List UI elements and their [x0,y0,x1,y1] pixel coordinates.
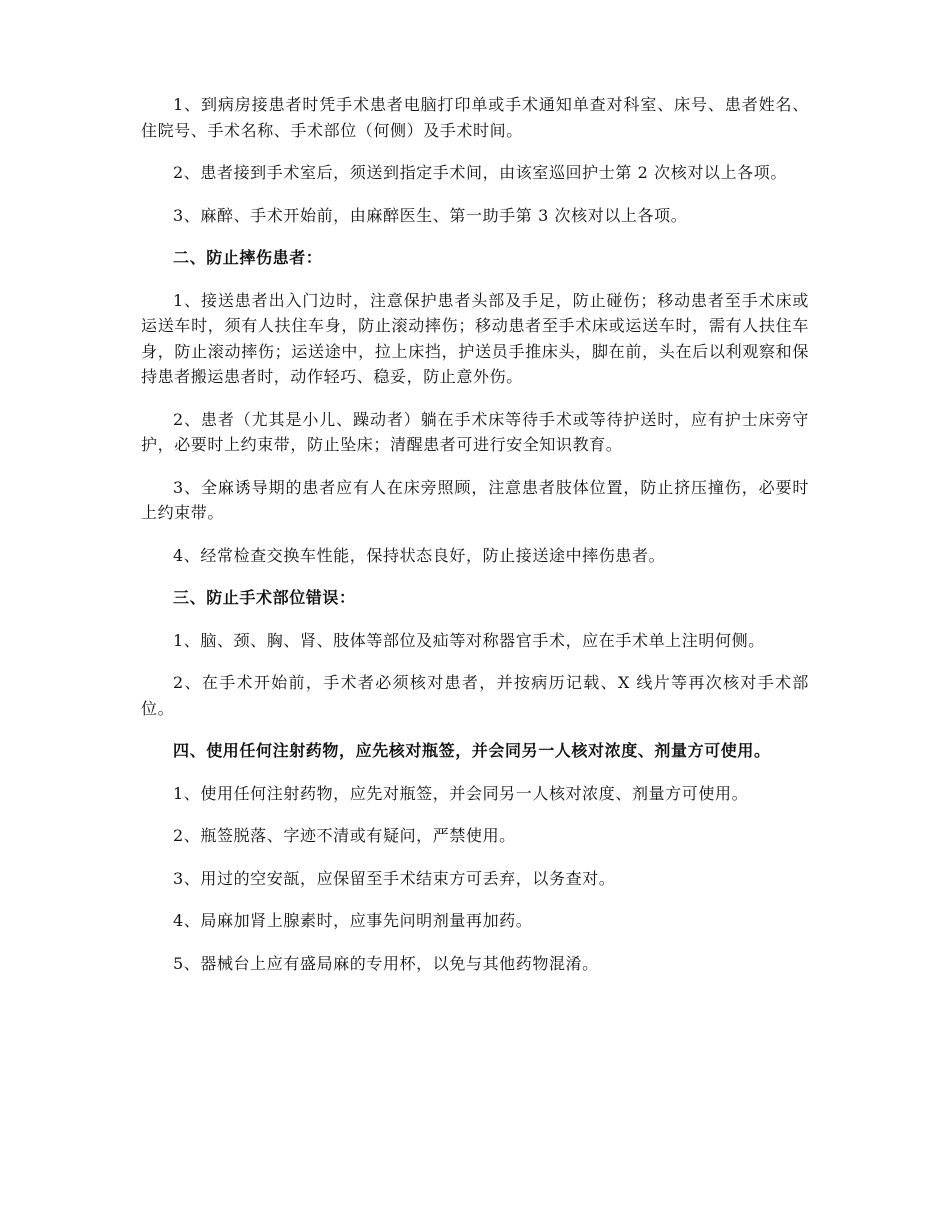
item-3: 3、麻醉、手术开始前，由麻醉医生、第一助手第 3 次核对以上各项。 [173,205,688,225]
falls-item-2: 2、患者（尤其是小儿、躁动者）躺在手术床等待手术或等待护送时，应有护士床旁守护，必要时上约束带，防止坠床；清醒患者可进行安全知识教育。 [141,409,809,454]
section-heading-injection-drugs: 四、使用任何注射药物，应先核对瓶签，并会同另一人核对浓度、剂量方可使用。 [173,741,771,760]
site-item-2: 2、在手术开始前，手术者必须核对患者，并按病历记载、X 线片等再次核对手术部位。 [141,673,809,718]
drug-item-4: 4、局麻加肾上腺素时，应事先问明剂量再加药。 [173,911,533,930]
drug-item-2: 2、瓶签脱落、字迹不清或有疑问，严禁使用。 [173,826,516,845]
item-1: 1、到病房接患者时凭手术患者电脑打印单或手术通知单查对科室、床号、患者姓名、住院号、手术名称、手术部位（何侧）及手术时间。 [141,95,809,140]
section-heading-surgical-site: 三、防止手术部位错误： [173,588,356,607]
falls-item-1: 1、接送患者出入门边时，注意保护患者头部及手足，防止碰伤；移动患者至手术床或运送车时，须有人扶住车身，防止滚动摔伤；移动患者至手术床或运送车时，需有人扶住车身，防止滚动摔伤；运送途中，拉上床挡，护送员手推床头，脚在前，头在后以利观察和保持患者搬运患者时，动作轻巧、稳妥，防止意外伤。 [141,290,809,386]
section-heading-prevent-falls: 二、防止摔伤患者： [173,248,323,267]
item-2: 2、患者接到手术室后，须送到指定手术间，由该室巡回护士第 2 次核对以上各项。 [173,163,787,182]
falls-item-4: 4、经常检查交换车性能，保持状态良好，防止接送途中摔伤患者。 [173,545,666,565]
drug-item-5: 5、器械台上应有盛局麻的专用杯，以免与其他药物混淆。 [173,953,599,973]
drug-item-3: 3、用过的空安瓿，应保留至手术结束方可丢弃，以务查对。 [173,868,616,888]
drug-item-1: 1、使用任何注射药物，应先对瓶签，并会同另一人核对浓度、剂量方可使用。 [173,783,749,803]
site-item-1: 1、脑、颈、胸、肾、肢体等部位及疝等对称器官手术，应在手术单上注明何侧。 [173,630,765,650]
falls-item-3: 3、全麻诱导期的患者应有人在床旁照顾，注意患者肢体位置，防止挤压撞伤，必要时上约束带。 [141,477,809,522]
document-page [141,92,809,993]
